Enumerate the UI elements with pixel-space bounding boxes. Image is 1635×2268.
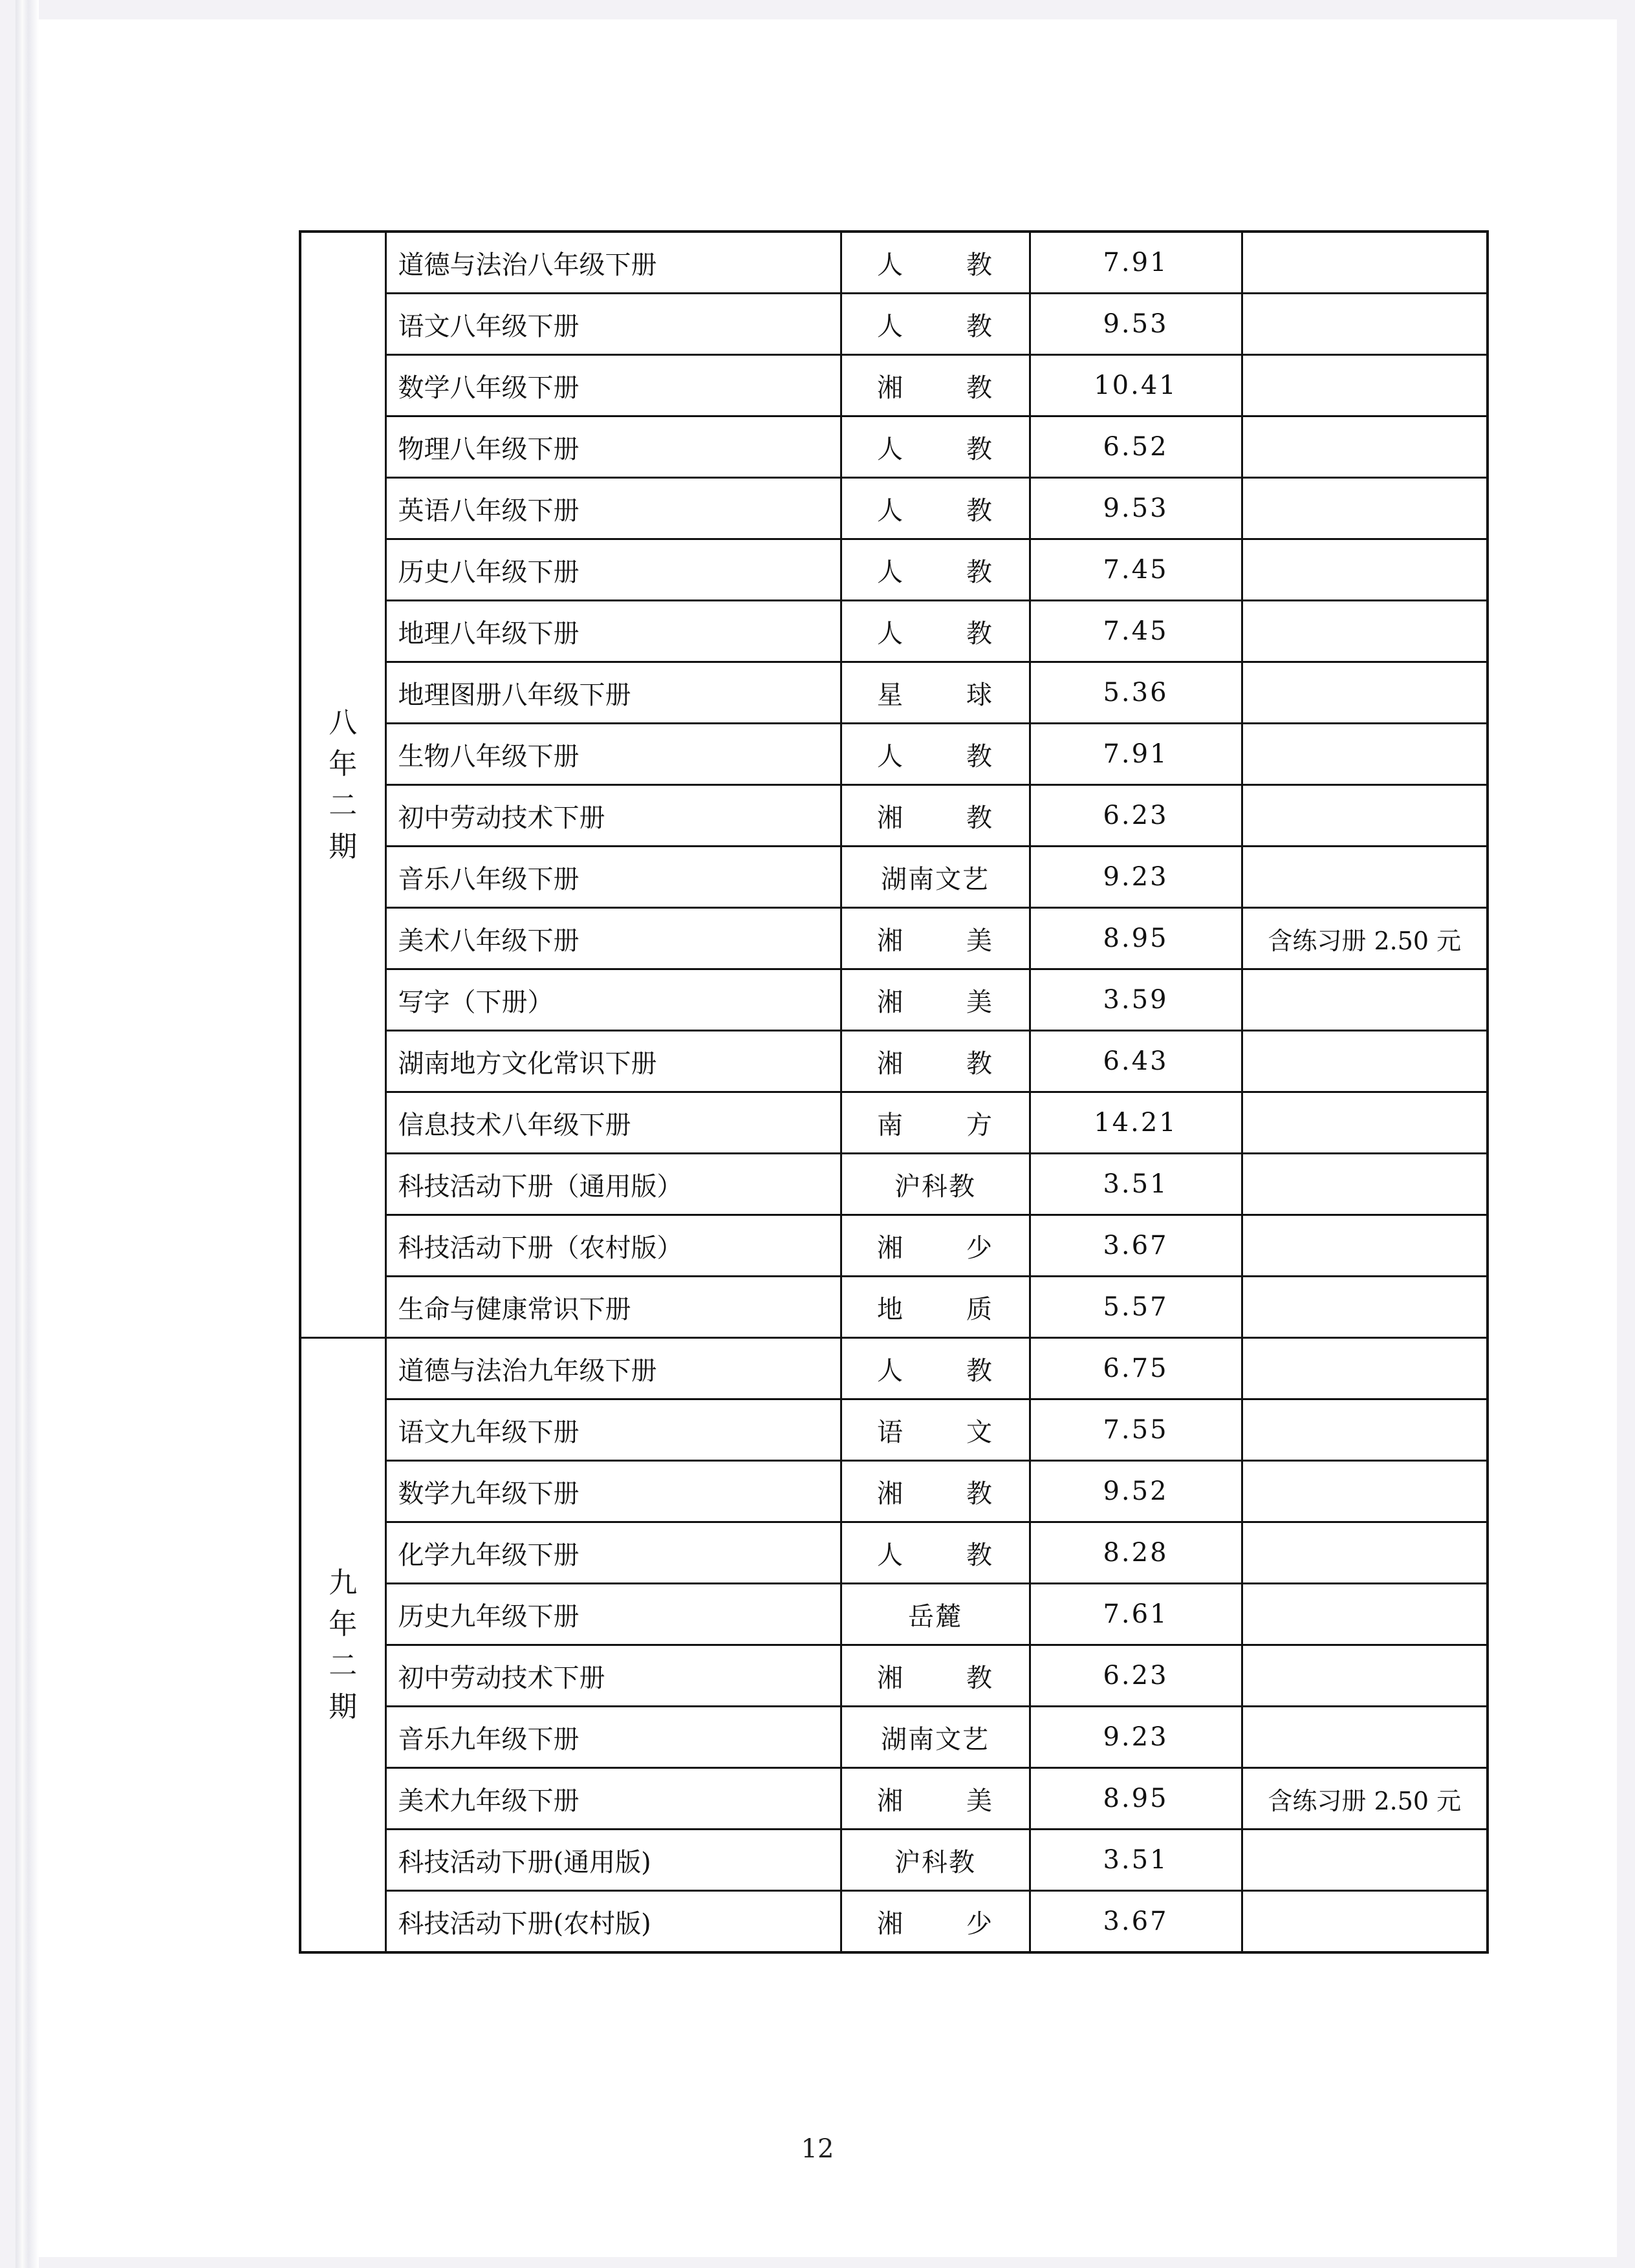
term-char: 二 (329, 788, 358, 822)
price-cell: 7.45 (1030, 601, 1242, 662)
publisher-text: 沪科教 (894, 1847, 976, 1877)
note-cell (1242, 1399, 1488, 1461)
note-cell (1242, 847, 1488, 908)
publisher-cell (841, 1277, 1030, 1338)
table-row (300, 847, 1488, 908)
publisher-cell (841, 1830, 1030, 1891)
table-row (300, 969, 1488, 1031)
book-title-cell: 地理八年级下册 (385, 601, 841, 662)
price-cell: 6.75 (1030, 1338, 1242, 1399)
page-number: 12 (801, 2134, 834, 2164)
price-cell: 8.95 (1030, 1768, 1242, 1830)
note-cell: 含练习册 2.50 元 (1242, 908, 1488, 969)
book-title-cell: 历史八年级下册 (385, 539, 841, 601)
book-title-cell: 科技活动下册(通用版) (385, 1830, 841, 1891)
note-cell (1242, 294, 1488, 355)
publisher-cell (841, 1154, 1030, 1215)
book-title-cell: 道德与法治九年级下册 (385, 1338, 841, 1399)
book-title-cell: 地理图册八年级下册 (385, 662, 841, 724)
price-cell: 7.45 (1030, 539, 1242, 601)
publisher-cell (841, 416, 1030, 478)
note-cell (1242, 1830, 1488, 1891)
publisher-cell (841, 1399, 1030, 1461)
book-title-cell: 数学八年级下册 (385, 355, 841, 416)
publisher-cell (841, 478, 1030, 539)
table-row (300, 355, 1488, 416)
publisher-cell (841, 232, 1030, 294)
note-cell (1242, 1645, 1488, 1707)
book-title-cell: 科技活动下册(农村版) (385, 1891, 841, 1953)
note-cell (1242, 232, 1488, 294)
publisher-text: 人 教 (877, 557, 993, 587)
table-row (300, 1399, 1488, 1461)
price-cell: 9.23 (1030, 1707, 1242, 1768)
publisher-cell (841, 785, 1030, 847)
table-row (300, 1031, 1488, 1092)
table-row (300, 1092, 1488, 1154)
price-cell: 7.61 (1030, 1584, 1242, 1645)
publisher-cell (841, 1645, 1030, 1707)
book-title-cell: 科技活动下册（农村版） (385, 1215, 841, 1277)
table-row (300, 662, 1488, 724)
table-row (300, 232, 1488, 294)
publisher-cell (841, 724, 1030, 785)
book-title-cell: 语文九年级下册 (385, 1399, 841, 1461)
note-cell (1242, 969, 1488, 1031)
note-cell (1242, 1215, 1488, 1277)
publisher-text: 人 教 (877, 1540, 993, 1570)
textbook-price-table (299, 230, 1489, 1954)
note-cell (1242, 785, 1488, 847)
term-char: 期 (329, 1690, 358, 1723)
book-title-cell: 音乐九年级下册 (385, 1707, 841, 1768)
book-title-cell: 生命与健康常识下册 (385, 1277, 841, 1338)
price-cell: 10.41 (1030, 355, 1242, 416)
table-row (300, 294, 1488, 355)
table-row (300, 1461, 1488, 1522)
publisher-text: 语 文 (877, 1417, 993, 1447)
price-cell: 9.53 (1030, 478, 1242, 539)
term-char: 二 (329, 1648, 358, 1682)
book-title-cell: 美术八年级下册 (385, 908, 841, 969)
publisher-cell (841, 1215, 1030, 1277)
term-char: 八 (329, 706, 358, 739)
table-row (300, 1645, 1488, 1707)
publisher-text: 南 方 (877, 1110, 993, 1140)
publisher-cell (841, 1338, 1030, 1399)
price-cell: 3.67 (1030, 1891, 1242, 1953)
publisher-text: 人 教 (877, 250, 993, 280)
price-cell: 3.51 (1030, 1154, 1242, 1215)
price-cell: 14.21 (1030, 1092, 1242, 1154)
note-cell (1242, 662, 1488, 724)
table-row (300, 785, 1488, 847)
publisher-text: 人 教 (877, 434, 993, 464)
publisher-cell (841, 1584, 1030, 1645)
table-row (300, 601, 1488, 662)
price-cell: 3.67 (1030, 1215, 1242, 1277)
term-char: 九 (329, 1566, 358, 1599)
publisher-cell (841, 908, 1030, 969)
note-cell (1242, 724, 1488, 785)
price-cell: 6.52 (1030, 416, 1242, 478)
price-cell: 9.53 (1030, 294, 1242, 355)
publisher-text: 人 教 (877, 1355, 993, 1386)
book-title-cell: 英语八年级下册 (385, 478, 841, 539)
book-title-cell: 物理八年级下册 (385, 416, 841, 478)
price-cell: 9.23 (1030, 847, 1242, 908)
price-cell: 6.23 (1030, 785, 1242, 847)
note-cell (1242, 1277, 1488, 1338)
publisher-text: 湖南文艺 (881, 1724, 990, 1755)
publisher-text: 星 球 (877, 680, 993, 710)
publisher-text: 人 教 (877, 311, 993, 341)
table-row (300, 1830, 1488, 1891)
price-cell: 9.52 (1030, 1461, 1242, 1522)
table-row (300, 1277, 1488, 1338)
table-row (300, 1768, 1488, 1830)
book-title-cell: 写字（下册） (385, 969, 841, 1031)
price-cell: 3.59 (1030, 969, 1242, 1031)
publisher-cell (841, 1891, 1030, 1953)
price-cell: 8.28 (1030, 1522, 1242, 1584)
price-cell: 7.91 (1030, 724, 1242, 785)
publisher-text: 沪科教 (894, 1171, 976, 1202)
publisher-text: 湘 教 (877, 1663, 993, 1693)
publisher-cell (841, 1522, 1030, 1584)
publisher-cell (841, 662, 1030, 724)
book-title-cell: 语文八年级下册 (385, 294, 841, 355)
publisher-text: 湘 少 (877, 1233, 993, 1263)
table-row (300, 1154, 1488, 1215)
table-row (300, 416, 1488, 478)
book-title-cell: 道德与法治八年级下册 (385, 232, 841, 294)
book-title-cell: 科技活动下册（通用版） (385, 1154, 841, 1215)
publisher-text: 湘 教 (877, 1048, 993, 1079)
table-row (300, 1891, 1488, 1953)
publisher-cell (841, 294, 1030, 355)
price-cell: 6.43 (1030, 1031, 1242, 1092)
term-char: 年 (329, 747, 358, 781)
book-title-cell: 历史九年级下册 (385, 1584, 841, 1645)
book-title-cell: 数学九年级下册 (385, 1461, 841, 1522)
publisher-text: 湘 美 (877, 925, 993, 956)
table-row (300, 1584, 1488, 1645)
note-cell (1242, 1891, 1488, 1953)
book-title-cell: 生物八年级下册 (385, 724, 841, 785)
publisher-text: 湘 教 (877, 1478, 993, 1509)
note-cell (1242, 1584, 1488, 1645)
table-row (300, 1215, 1488, 1277)
publisher-text: 湘 教 (877, 373, 993, 403)
book-title-cell: 湖南地方文化常识下册 (385, 1031, 841, 1092)
table-row (300, 1338, 1488, 1399)
publisher-text: 人 教 (877, 495, 993, 526)
book-title-cell: 信息技术八年级下册 (385, 1092, 841, 1154)
term-char: 年 (329, 1607, 358, 1641)
table-row (300, 908, 1488, 969)
price-cell: 5.36 (1030, 662, 1242, 724)
term-char: 期 (329, 830, 358, 863)
price-cell: 7.91 (1030, 232, 1242, 294)
publisher-cell (841, 1031, 1030, 1092)
price-cell: 3.51 (1030, 1830, 1242, 1891)
note-cell (1242, 1031, 1488, 1092)
note-cell (1242, 355, 1488, 416)
publisher-text: 湘 少 (877, 1908, 993, 1939)
book-title-cell: 音乐八年级下册 (385, 847, 841, 908)
table-row (300, 724, 1488, 785)
book-title-cell: 美术九年级下册 (385, 1768, 841, 1830)
term-label (300, 232, 385, 1338)
term-label (300, 1338, 385, 1953)
table-body (300, 232, 1488, 1952)
note-cell (1242, 539, 1488, 601)
publisher-text: 地 质 (877, 1294, 993, 1324)
publisher-cell (841, 1461, 1030, 1522)
publisher-text: 湘 美 (877, 1786, 993, 1816)
note-cell (1242, 1461, 1488, 1522)
publisher-text: 湘 美 (877, 987, 993, 1017)
note-cell: 含练习册 2.50 元 (1242, 1768, 1488, 1830)
book-title-cell: 化学九年级下册 (385, 1522, 841, 1584)
table-row (300, 1707, 1488, 1768)
note-cell (1242, 416, 1488, 478)
note-cell (1242, 1338, 1488, 1399)
price-cell: 8.95 (1030, 908, 1242, 969)
publisher-cell (841, 847, 1030, 908)
note-cell (1242, 478, 1488, 539)
publisher-text: 湖南文艺 (881, 864, 990, 894)
note-cell (1242, 1522, 1488, 1584)
table-row (300, 1522, 1488, 1584)
table-row (300, 478, 1488, 539)
publisher-cell (841, 969, 1030, 1031)
publisher-cell (841, 355, 1030, 416)
note-cell (1242, 1707, 1488, 1768)
table-row (300, 539, 1488, 601)
note-cell (1242, 1154, 1488, 1215)
note-cell (1242, 1092, 1488, 1154)
book-title-cell: 初中劳动技术下册 (385, 785, 841, 847)
publisher-text: 人 教 (877, 741, 993, 772)
publisher-cell (841, 1092, 1030, 1154)
publisher-cell (841, 539, 1030, 601)
publisher-cell (841, 601, 1030, 662)
publisher-cell (841, 1707, 1030, 1768)
publisher-text: 岳麓 (908, 1601, 962, 1632)
publisher-cell (841, 1768, 1030, 1830)
publisher-text: 人 教 (877, 618, 993, 649)
price-cell: 6.23 (1030, 1645, 1242, 1707)
publisher-text: 湘 教 (877, 803, 993, 833)
price-cell: 7.55 (1030, 1399, 1242, 1461)
note-cell (1242, 601, 1488, 662)
page-stack-edge (16, 0, 39, 2268)
book-title-cell: 初中劳动技术下册 (385, 1645, 841, 1707)
price-cell: 5.57 (1030, 1277, 1242, 1338)
